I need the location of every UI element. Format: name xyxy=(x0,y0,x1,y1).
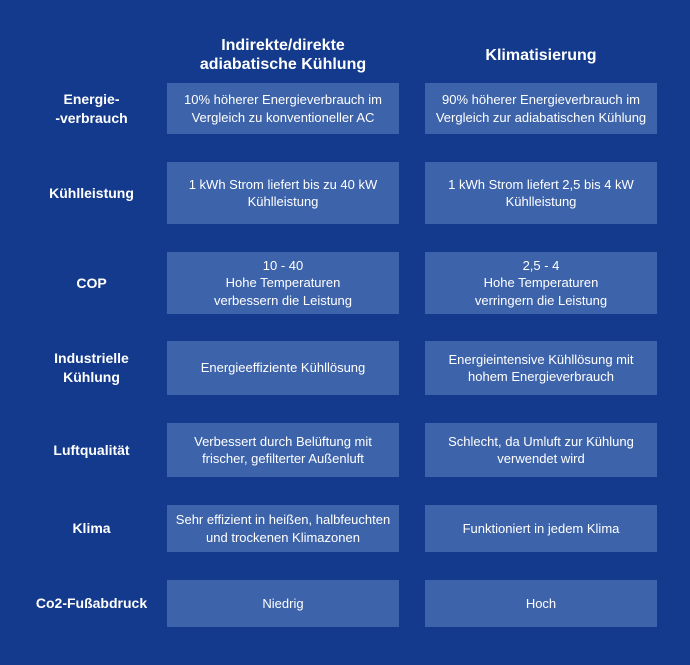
cell-co2-footprint-adiabatic: Niedrig xyxy=(167,580,399,627)
row-label-co2-footprint: Co2-Fußabdruck xyxy=(35,595,148,611)
cell-industrial-cooling-adiabatic: Energieeffiziente Kühllösung xyxy=(167,341,399,395)
cell-climate-adiabatic: Sehr effizient in heißen, halbfeuchten und trockenen Klimazonen xyxy=(167,505,399,552)
row-label-cop: COP xyxy=(76,274,107,291)
cell-air-quality-ac: Schlecht, da Umluft zur Kühlung verwendet wird xyxy=(425,423,657,477)
cell-energy-consumption-ac: 90% höherer Energieverbrauch im Vergleich zur adiabatischen Kühlung xyxy=(425,83,657,134)
cell-cop-ac: 2,5 - 4 Hohe Temperaturen verringern die Leistung xyxy=(425,252,657,314)
row-label-industrial-cooling: Industrielle Kühlung xyxy=(54,350,129,385)
row-label-air-quality: Luftqualität xyxy=(53,441,130,458)
cell-cooling-capacity-adiabatic: 1 kWh Strom liefert bis zu 40 kW Kühlleistung xyxy=(167,162,399,224)
cell-climate-ac: Funktioniert in jedem Klima xyxy=(425,505,657,552)
column-header-air-conditioning: Klimatisierung xyxy=(485,46,597,64)
row-label-climate: Klima xyxy=(72,520,111,536)
row-label-cooling-capacity: Kühlleistung xyxy=(49,184,134,201)
row-label-energy-consumption: Energie- -verbrauch xyxy=(55,90,128,126)
cell-industrial-cooling-ac: Energieintensive Kühllösung mit hohem Energieverbrauch xyxy=(425,341,657,395)
column-header-adiabatic: Indirekte/direkte adiabatische Kühlung xyxy=(199,37,367,73)
cell-cop-adiabatic: 10 - 40 Hohe Temperaturen verbessern die Leistung xyxy=(167,252,399,314)
cell-co2-footprint-ac: Hoch xyxy=(425,580,657,627)
cell-cooling-capacity-ac: 1 kWh Strom liefert 2,5 bis 4 kW Kühlleistung xyxy=(425,162,657,224)
cell-energy-consumption-adiabatic: 10% höherer Energieverbrauch im Vergleich zu konventioneller AC xyxy=(167,83,399,134)
cell-air-quality-adiabatic: Verbessert durch Belüftung mit frischer, gefilterter Außenluft xyxy=(167,423,399,477)
